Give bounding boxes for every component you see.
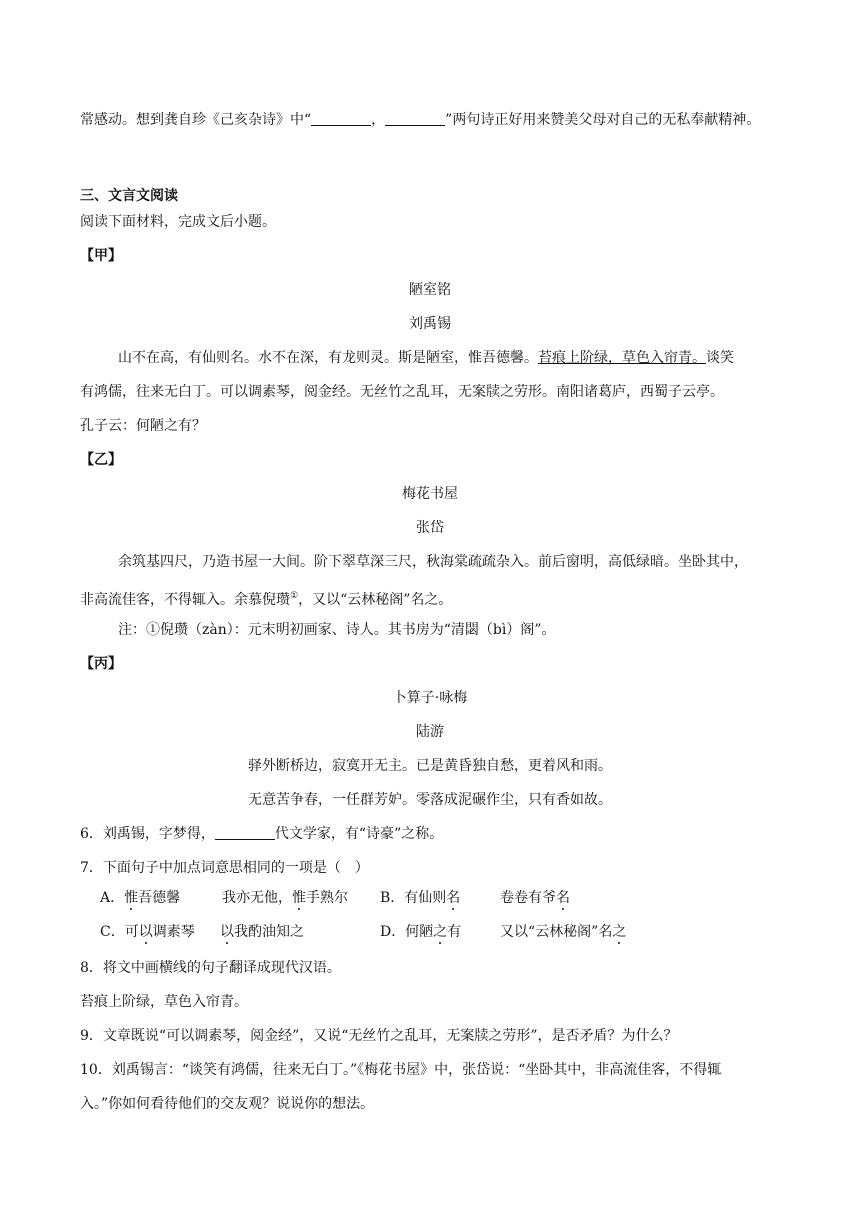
section-intro: 阅读下面材料，完成文后小题。 [80, 214, 276, 230]
option-b-second-pre: 卷卷有爷 [500, 890, 556, 906]
question-6-pre: 6．刘禹锡，字梦得， [80, 826, 215, 842]
carryover-text-mid: ， [371, 112, 386, 128]
option-d-first-post: 有 [447, 924, 462, 940]
section-title: 三、文言文阅读 [80, 188, 178, 204]
option-d-first-pre: D．何陋 [380, 924, 434, 940]
option-d-second-pre: 又以“云林秘阁”名 [500, 924, 613, 940]
passage-bing-author: 陆游 [416, 724, 444, 740]
option-c-first-post: 调素琴 [152, 924, 195, 940]
option-b-first-pre: B．有仙则 [380, 890, 447, 906]
option-b-first [380, 888, 460, 908]
passage-yi-line-2-pre: 非高流佳客，不得辄入。余慕倪瓒 [80, 592, 290, 608]
question-10-line-1: 10．刘禹锡言：“谈笑有鸿儒，往来无白丁。”《梅花书屋》中，张岱说：“坐卧其中，非高流佳客，不得辄 [80, 1062, 722, 1078]
option-a-first-post: 吾德馨 [138, 890, 181, 906]
passage-yi-author: 张岱 [416, 520, 444, 536]
dotted-word: 之 [433, 924, 448, 940]
answer-blank-1 [311, 111, 371, 126]
question-10-line-2: 入。”你如何看待他们的交友观？说说你的想法。 [80, 1096, 375, 1112]
dotted-word: 以 [220, 924, 234, 940]
passage-jia-label: 【甲】 [80, 248, 122, 264]
passage-yi-line-2-post: ，又以“云林秘阁”名之。 [298, 592, 453, 608]
dotted-word: 名 [556, 890, 570, 906]
underlined-sentence: 苔痕上阶绿，草色入帘青。 [538, 350, 706, 366]
dotted-word: 惟 [124, 890, 139, 906]
passage-yi-line-1: 余筑基四尺，乃造书屋一大间。阶下翠草深三尺，秋海棠疏疏杂入。前后窗明，高低绿暗。坐卧其中， [118, 554, 748, 570]
passage-jia-title: 陋室铭 [409, 282, 451, 298]
question-8-sentence: 苔痕上阶绿，草色入帘青。 [80, 994, 248, 1010]
answer-blank-q6 [215, 825, 275, 840]
passage-jia-line-1 [118, 348, 734, 368]
option-d-first [380, 922, 461, 942]
answer-blank-2 [385, 111, 445, 126]
carryover-line [80, 110, 760, 130]
option-c-second [220, 922, 304, 942]
option-a-first [100, 888, 180, 908]
option-c-first [100, 922, 195, 942]
dotted-word: 名 [446, 890, 461, 906]
option-d-second [500, 922, 626, 942]
option-a-second-pre: 我亦无他， [222, 890, 292, 906]
option-a-first-pre: A． [100, 890, 125, 906]
dotted-word: 惟 [292, 890, 306, 906]
passage-yi-label: 【乙】 [80, 452, 122, 468]
question-6 [80, 824, 443, 844]
passage-jia-line-3: 孔子云：何陋之有？ [80, 418, 206, 434]
passage-yi-line-2 [80, 586, 452, 610]
question-6-post: 代文学家，有“诗豪”之称。 [274, 826, 444, 842]
passage-bing-line-1: 驿外断桥边，寂寞开无主。已是黄昏独自愁，更着风和雨。 [248, 758, 612, 774]
passage-yi-title: 梅花书屋 [402, 486, 458, 502]
passage-bing-label: 【丙】 [80, 656, 122, 672]
dotted-word: 以 [138, 924, 153, 940]
question-7-stem: 7．下面句子中加点词意思相同的一项是（ ） [80, 860, 369, 876]
option-a-second [222, 888, 348, 908]
passage-jia-author: 刘禹锡 [409, 316, 451, 332]
question-8-stem: 8．将文中画横线的句子翻译成现代汉语。 [80, 960, 341, 976]
option-b-second [500, 888, 570, 908]
passage-yi-note: 注：①倪瓒（zàn）：元末明初画家、诗人。其书房为“清閟（bì）阁”。 [118, 622, 556, 638]
option-c-first-pre: C．可 [100, 924, 139, 940]
dotted-word: 之 [612, 924, 627, 940]
footnote-marker: ① [290, 591, 299, 601]
option-a-second-post: 手熟尔 [306, 890, 348, 906]
option-c-second-post: 我酌油知之 [234, 924, 304, 940]
question-9: 9．文章既说“可以调素琴，阅金经”，又说“无丝竹之乱耳，无案牍之劳形”，是否矛盾？为什么？ [80, 1028, 678, 1044]
passage-jia-line-2: 有鸿儒，往来无白丁。可以调素琴，阅金经。无丝竹之乱耳，无案牍之劳形。南阳诸葛庐，西蜀子云亭。 [80, 384, 724, 400]
passage-jia-line-1-post: 谈笑 [706, 350, 734, 366]
passage-bing-title: 卜算子·咏梅 [392, 690, 468, 706]
passage-bing-line-2: 无意苦争春，一任群芳妒。零落成泥碾作尘，只有香如故。 [248, 792, 612, 808]
passage-jia-line-1-pre: 山不在高，有仙则名。水不在深，有龙则灵。斯是陋室，惟吾德馨。 [118, 350, 538, 366]
carryover-text-pre: 常感动。想到龚自珍《己亥杂诗》中“ [80, 112, 312, 128]
carryover-text-post: ”两句诗正好用来赞美父母对自己的无私奉献精神。 [445, 112, 761, 128]
